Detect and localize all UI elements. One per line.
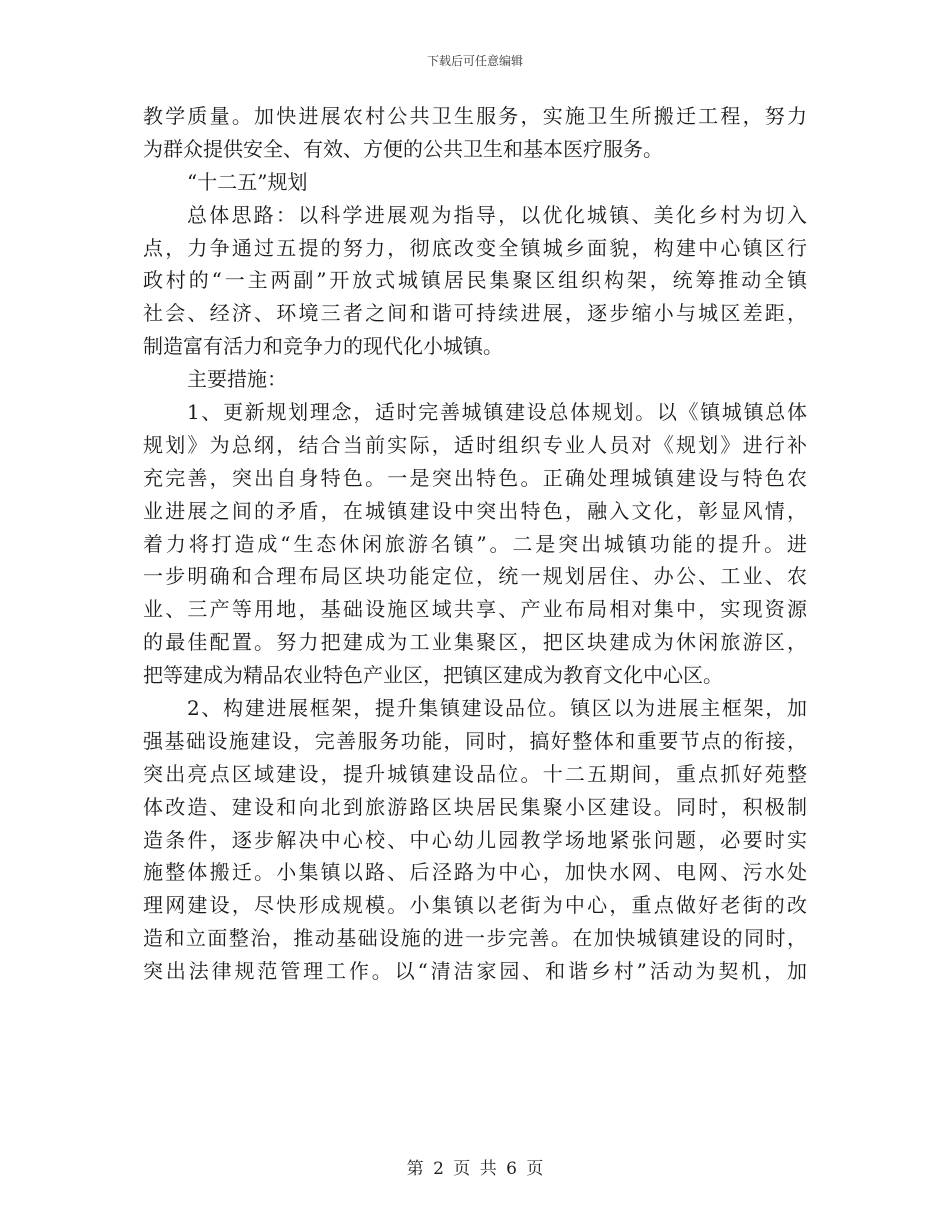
body-line: 理网建设，尽快形成规模。小集镇以老街为中心，重点做好老街的改 <box>143 893 807 918</box>
body-line: 造条件，逐步解决中心校、中心幼儿园教学场地紧张问题，必要时实 <box>143 827 807 852</box>
body-line: 社会、经济、环境三者之间和谐可持续进展，逐步缩小与城区差距， <box>143 301 807 326</box>
body-line: 点，力争通过五提的努力，彻底改变全镇城乡面貌，构建中心镇区行 <box>143 235 807 260</box>
body-line: 1、更新规划理念，适时完善城镇建设总体规划。以《镇城镇总体 <box>187 400 807 425</box>
document-body <box>143 100 807 988</box>
body-line: 强基础设施建设，完善服务功能，同时，搞好整体和重要节点的衔接， <box>143 728 807 753</box>
section-heading: 主要措施： <box>187 367 287 392</box>
body-line: 业、三产等用地，基础设施区域共享、产业布局相对集中，实现资源 <box>143 597 807 622</box>
body-line: 施整体搬迁。小集镇以路、后泾路为中心，加快水网、电网、污水处 <box>143 860 807 885</box>
body-line: 着力将打造成“生态休闲旅游名镇”。二是突出城镇功能的提升。进 <box>143 531 807 556</box>
section-heading: “十二五”规划 <box>187 169 308 194</box>
body-line: 政村的“一主两副”开放式城镇居民集聚区组织构架，统筹推动全镇 <box>143 268 807 293</box>
body-line: 2、构建进展框架，提升集镇建设品位。镇区以为进展主框架，加 <box>187 696 807 721</box>
body-line: 突出亮点区域建设，提升城镇建设品位。十二五期间，重点抓好苑整 <box>143 761 807 786</box>
body-line: 制造富有活力和竞争力的现代化小城镇。 <box>143 334 503 359</box>
body-line: 为群众提供安全、有效、方便的公共卫生和基本医疗服务。 <box>143 136 663 161</box>
page-header: 下载后可任意编辑 <box>426 54 523 68</box>
body-line: 业进展之间的矛盾，在城镇建设中突出特色，融入文化，彰显风情， <box>143 498 807 523</box>
body-line: 体改造、建设和向北到旅游路区块居民集聚小区建设。同时，积极制 <box>143 794 807 819</box>
body-line: 的最佳配置。努力把建成为工业集聚区，把区块建成为休闲旅游区， <box>143 630 807 655</box>
body-line: 总体思路：以科学进展观为指导，以优化城镇、美化乡村为切入 <box>187 202 807 227</box>
body-line: 突出法律规范管理工作。以“清洁家园、和谐乡村”活动为契机，加 <box>143 959 807 984</box>
body-line: 充完善，突出自身特色。一是突出特色。正确处理城镇建设与特色农 <box>143 465 807 490</box>
body-line: 规划》为总纲，结合当前实际，适时组织专业人员对《规划》进行补 <box>143 432 807 457</box>
body-line: 把等建成为精品农业特色产业区，把镇区建成为教育文化中心区。 <box>143 663 723 688</box>
body-line: 教学质量。加快进展农村公共卫生服务，实施卫生所搬迁工程，努力 <box>143 104 807 128</box>
body-line: 一步明确和合理布局区块功能定位，统一规划居住、办公、工业、农 <box>143 564 807 589</box>
page-number: 第 2 页 共 6 页 <box>406 1159 544 1179</box>
body-line: 造和立面整治，推动基础设施的进一步完善。在加快城镇建设的同时， <box>143 926 807 951</box>
